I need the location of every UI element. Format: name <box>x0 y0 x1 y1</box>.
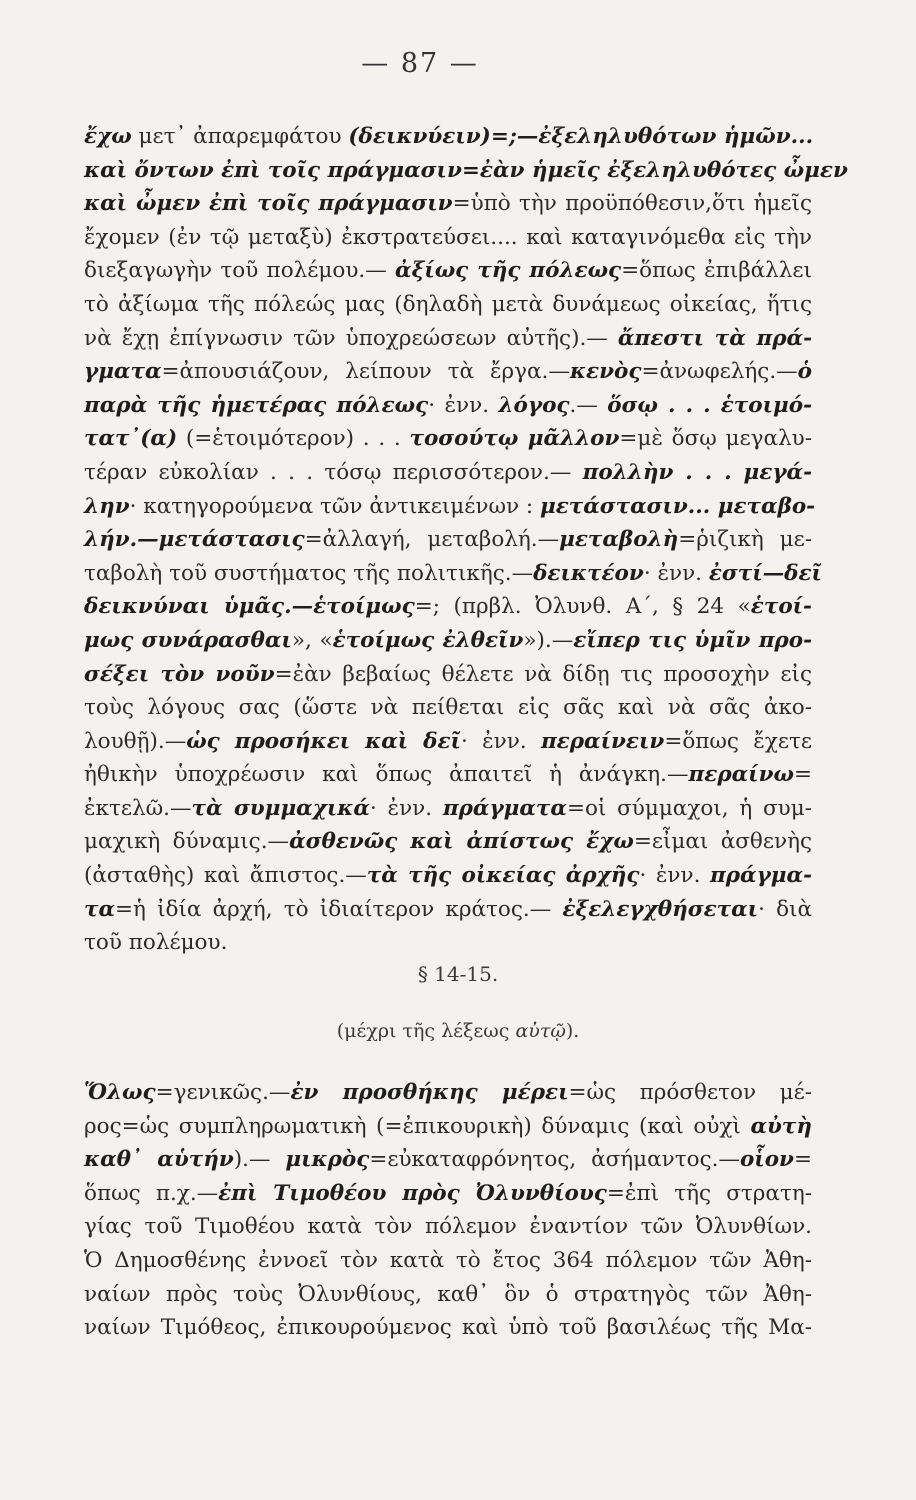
text-line <box>84 893 812 927</box>
lemma-term: τοσούτῳ μᾶλλον <box>409 426 620 452</box>
lemma-term: ἐπὶ Τιμοθέου πρὸς Ὀλυνθίους <box>218 1180 607 1206</box>
text-line <box>84 1311 812 1345</box>
lemma-term: περαίνειν <box>540 728 665 754</box>
lemma-term: ἔχω <box>84 124 132 149</box>
text-line <box>84 523 812 557</box>
lemma-term: τατ᾽(α) <box>84 426 178 452</box>
text-line <box>84 490 816 524</box>
text-line <box>84 154 848 188</box>
lemma-term: τα <box>84 896 116 922</box>
text-line <box>84 691 812 725</box>
text-line <box>84 1278 812 1312</box>
lemma-term: παρὰ τῆς ἡμετέρας πόλεως <box>84 392 429 418</box>
commentary-text <box>84 120 848 960</box>
text-line <box>84 120 812 154</box>
lemma-term: μικρὸς <box>285 1147 370 1173</box>
text-line <box>84 557 822 591</box>
lemma-term: ὅσῳ . . . ἑτοιμό- <box>607 392 813 418</box>
text-line <box>84 859 812 893</box>
gloss-text: =οἱ σύμμαχοι, ἡ συμ- <box>566 795 812 821</box>
lemma-term: δεικτέον <box>533 560 644 586</box>
text-line <box>84 1177 812 1211</box>
gloss-text: ὅπως π.χ.— <box>84 1180 219 1206</box>
text-line <box>84 624 812 658</box>
gloss-text: μετ᾽ ἀπαρεμφάτου <box>131 124 349 149</box>
text-line <box>84 725 812 759</box>
text-line <box>84 355 812 389</box>
gloss-text: τοῦ πολέμου. <box>84 930 228 956</box>
lemma-term: (δεικνύειν)=;—ἐξεληλυθότων ἡμῶν... <box>348 124 814 149</box>
gloss-text: .— <box>569 392 608 418</box>
text-line <box>84 1076 812 1110</box>
gloss-text: γίας τοῦ Τιμοθέου κατὰ τὸν πόλεμον ἐναντίον τῶν Ὀλυνθίων. <box>84 1214 812 1240</box>
gloss-text: =ἀνωφελής.— <box>641 359 798 385</box>
text-line <box>84 1143 812 1177</box>
lemma-term: πράγματα <box>442 795 567 821</box>
gloss-text: =εἶμαι ἀσθενὴς <box>633 829 813 855</box>
gloss-text: διεξαγωγὴν τοῦ πολέμου.— <box>84 258 396 284</box>
lemma-term: εἴπερ τις ὑμῖν προ- <box>573 627 812 653</box>
lemma-term: αὐτὴ <box>750 1113 812 1139</box>
gloss-text: τοὺς λόγους σας (ὥστε νὰ πείθεται εἰς σᾶς καὶ νὰ σᾶς ἀκο- <box>84 695 812 721</box>
text-line <box>84 288 812 322</box>
lemma-term: πράγμα- <box>710 863 812 889</box>
subheading-prefix: (μέχρι τῆς λέξεως <box>336 1020 516 1042</box>
lemma-term: ἑτοίμως ἐλθεῖν <box>332 627 524 653</box>
text-line <box>84 926 812 960</box>
gloss-text: ταβολὴ τοῦ συστήματος τῆς πολιτικῆς.— <box>84 560 534 586</box>
gloss-text: ρος=ὡς συμπληρωματικὴ (=ἐπικουρικὴ) δύναμις (καὶ οὐχὶ <box>84 1113 751 1139</box>
gloss-text: · ἐνν. <box>428 392 499 418</box>
gloss-text: τέραν εὐκολίαν . . . τόσῳ περισσότερον.— <box>84 459 583 485</box>
text-line <box>84 1244 812 1278</box>
gloss-text: = <box>793 762 812 788</box>
gloss-text: (ἀσταθὴς) καὶ ἄπιστος.— <box>84 863 367 889</box>
gloss-text: ναίων πρὸς τοὺς Ὀλυνθίους, καθ᾽ ὃν ὁ στρατηγὸς τῶν Ἀθη- <box>84 1281 812 1307</box>
lemma-term: ἀξίως τῆς πόλεως <box>395 258 622 284</box>
lemma-term: καὶ ὄντων ἐπὶ τοῖς πράγμασιν=ἐὰν ἡμεῖς ἐξεληλυθότες ὦμεν <box>84 157 848 183</box>
gloss-text: · κατηγορούμενα τῶν ἀντικειμένων : <box>129 493 540 519</box>
gloss-text: νὰ ἔχῃ ἐπίγνωσιν τῶν ὑποχρεώσεων αὐτῆς).— <box>84 325 618 351</box>
lemma-term: τὰ τῆς οἰκείας ἀρχῆς <box>366 863 640 889</box>
gloss-text: =ἐπὶ τῆς στρατη- <box>606 1180 812 1206</box>
gloss-text: λουθῇ).— <box>84 728 187 754</box>
lemma-term: κενὸς <box>569 359 642 385</box>
lemma-term: οἷον <box>739 1147 794 1173</box>
gloss-text: =ὅπως ἔχετε <box>664 728 813 754</box>
gloss-text: = <box>793 1147 812 1173</box>
lemma-term: ὁ <box>797 359 812 385</box>
lemma-term: τὰ συμμαχικά <box>191 795 370 821</box>
text-line <box>84 758 812 792</box>
gloss-text: · ἐνν. <box>369 795 443 821</box>
text-line <box>84 590 812 624</box>
lemma-term: μως συνάρασθαι <box>84 627 292 653</box>
lemma-term: ἄπεστι τὰ πρά- <box>617 325 812 351</box>
gloss-text: =ῥιζικὴ με- <box>678 527 812 553</box>
text-line <box>84 456 812 490</box>
lemma-term: ἀσθενῶς καὶ ἀπίστως ἔχω <box>289 829 634 855</box>
gloss-text: · ἐνν. <box>460 728 541 754</box>
gloss-text: Ὁ Δημοσθένης ἐννοεῖ τὸν κατὰ τὸ ἔτος 364 πόλεμον τῶν Ἀθη- <box>84 1247 812 1273</box>
gloss-text: · ἐνν. <box>639 863 711 889</box>
text-line <box>84 187 812 221</box>
section-heading: § 14-15. <box>417 962 499 986</box>
lemma-term: λόγος <box>498 392 570 418</box>
gloss-text: =γενικῶς.— <box>155 1080 291 1105</box>
lemma-term: ὡς προσήκει καὶ δεῖ <box>186 728 461 754</box>
subheading-suffix: ). <box>565 1020 580 1042</box>
lemma-term: ἐξελεγχθήσεται <box>562 896 759 922</box>
lemma-term: καθ᾽ αὑτήν <box>84 1147 234 1173</box>
gloss-text: »).— <box>523 627 574 653</box>
lemma-term: σέξει τὸν νοῦν <box>84 661 275 687</box>
gloss-text: τὸ ἀξίωμα τῆς πόλεώς μας (δηλαδὴ μετὰ δυνάμεως οἰκείας, ἥτις <box>84 291 812 317</box>
text-line <box>84 825 812 859</box>
gloss-text: =ἡ ἰδία ἀρχή, τὸ ἰδιαίτερον κράτος.— <box>115 896 563 922</box>
gloss-text: =μὲ ὅσῳ μεγαλυ- <box>619 426 813 452</box>
gloss-text: · διὰ <box>758 896 813 922</box>
text-line <box>84 1210 812 1244</box>
gloss-text: ).— <box>233 1147 286 1173</box>
text-line <box>84 254 812 288</box>
text-line <box>84 792 812 826</box>
gloss-text: =ὅπως ἐπιβάλλει <box>621 258 812 284</box>
text-line <box>84 658 812 692</box>
gloss-text: =; (πρβλ. Ὀλυνθ. Α΄, § 24 « <box>414 594 751 620</box>
lemma-term: Ὅλως <box>84 1080 156 1105</box>
lemma-term: λην <box>84 493 130 519</box>
gloss-text: ναίων Τιμόθεος, ἐπικουρούμενος καὶ ὑπὸ τοῦ βασιλέως τῆς Μα- <box>84 1315 812 1341</box>
section-text <box>84 1076 812 1345</box>
lemma-term: πολλὴν . . . μεγά- <box>582 459 812 485</box>
lemma-term: περαίνω <box>688 762 794 788</box>
gloss-text: =ἐὰν βεβαίως θέλετε νὰ δίδῃ τις προσοχὴν εἰς <box>274 661 812 687</box>
gloss-text: =ἀλλαγή, μεταβολή.— <box>304 527 560 553</box>
gloss-text: =ὡς πρόσθετον μέ- <box>568 1080 812 1105</box>
page-number: — 87 — <box>361 48 479 79</box>
text-line <box>84 389 812 423</box>
lemma-term: ἐστί—δεῖ <box>708 560 822 586</box>
lemma-term: καὶ ὦμεν ἐπὶ τοῖς πράγμασιν <box>84 191 453 217</box>
gloss-text: », « <box>291 627 333 653</box>
text-line <box>84 322 812 356</box>
text-line <box>84 422 812 456</box>
text-line <box>84 1110 812 1144</box>
gloss-text: =εὐκαταφρόνητος, ἀσήμαντος.— <box>369 1147 740 1173</box>
gloss-text: μαχικὴ δύναμις.— <box>84 829 290 855</box>
gloss-text: (=ἑτοιμότερον) . . . <box>177 426 410 452</box>
gloss-text: ἐκτελῶ.— <box>84 795 192 821</box>
text-line <box>84 221 812 255</box>
section-subheading <box>0 1020 916 1042</box>
subheading-word: αὐτῷ <box>515 1020 566 1042</box>
gloss-text: · ἐνν. <box>643 560 709 586</box>
lemma-term: μεταβολὴ <box>559 527 679 553</box>
lemma-term: λήν.—μετάστασις <box>84 527 305 553</box>
gloss-text: ἔχομεν (ἐν τῷ μεταξὺ) ἐκστρατεύσει.... καὶ καταγινόμεθα εἰς τὴν <box>84 224 812 250</box>
lemma-term: δεικνύναι ὑμᾶς.—ἑτοίμως <box>84 594 415 620</box>
gloss-text: ἠθικὴν ὑποχρέωσιν καὶ ὅπως ἀπαιτεῖ ἡ ἀνάγκη.— <box>84 762 689 788</box>
gloss-text: =ἀπουσιάζουν, λείπουν τὰ ἔργα.— <box>161 359 570 385</box>
lemma-term: ἑτοί- <box>750 594 812 620</box>
lemma-term: μετάστασιν... μεταβο- <box>539 493 816 519</box>
gloss-text: =ὑπὸ τὴν προϋπόθεσιν,ὅτι ἡμεῖς <box>452 191 812 217</box>
lemma-term: γματα <box>84 359 162 385</box>
lemma-term: ἐν προσθήκης μέρει <box>290 1080 569 1105</box>
